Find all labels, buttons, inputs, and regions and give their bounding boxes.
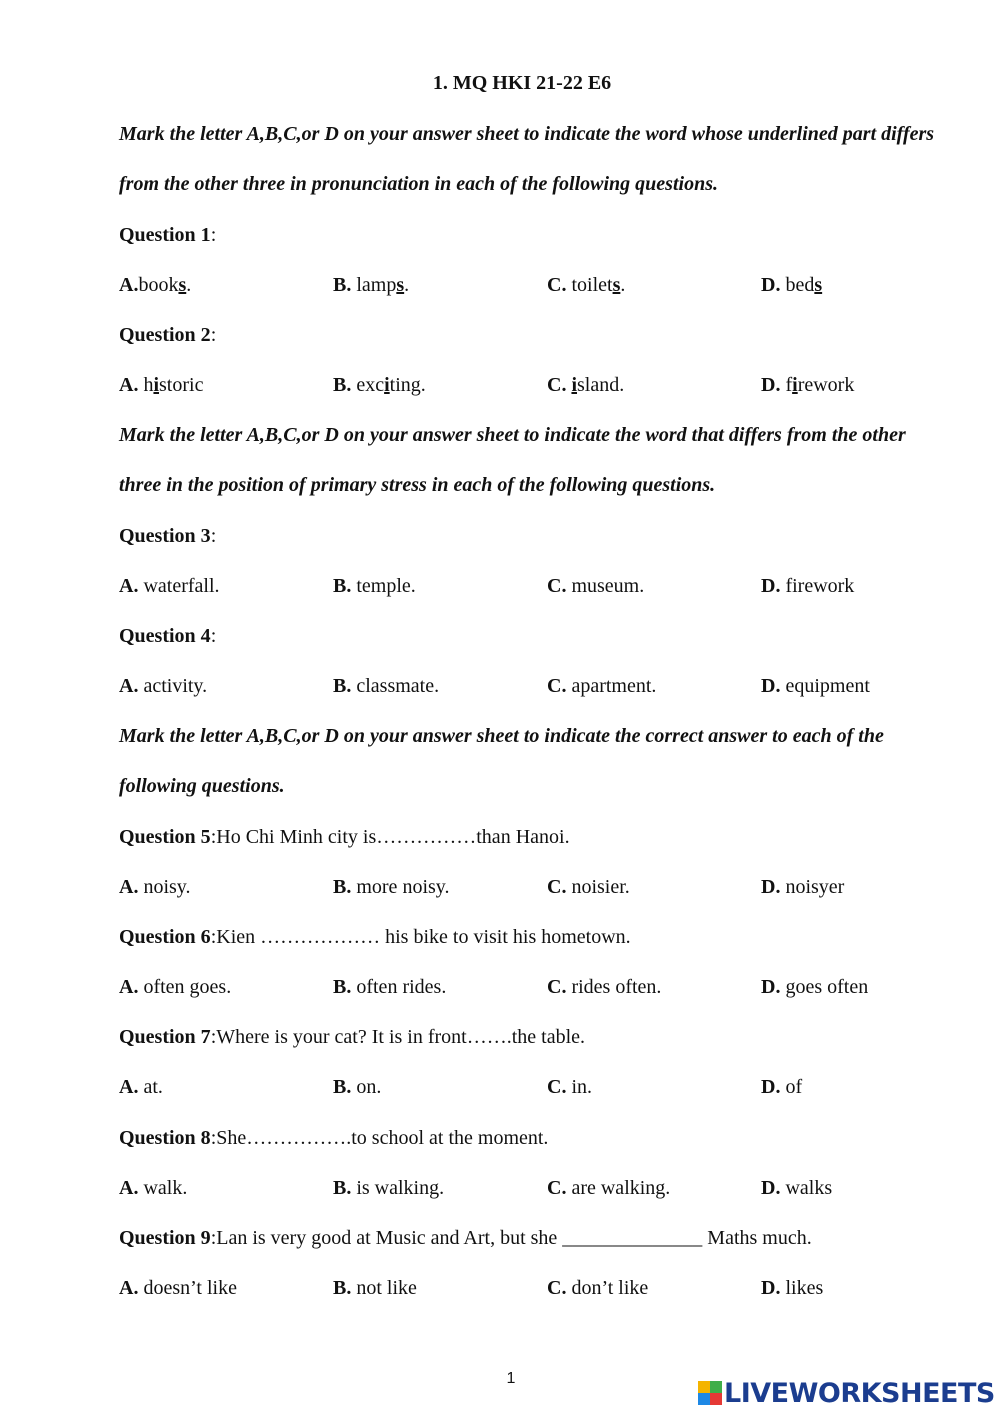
question-3 bbox=[119, 523, 959, 549]
option-b[interactable]: B. more noisy. bbox=[333, 876, 450, 898]
question-text: :She…………….to school at the moment. bbox=[210, 1127, 549, 1149]
option-d[interactable]: D. goes often bbox=[761, 976, 869, 998]
question-label: Question 1 bbox=[119, 224, 211, 246]
options-6 bbox=[119, 974, 979, 1000]
option-c[interactable]: C. museum. bbox=[547, 575, 645, 597]
option-b[interactable]: B. exciting. bbox=[333, 374, 426, 396]
option-b[interactable]: B. classmate. bbox=[333, 675, 440, 697]
option-a[interactable]: A. at. bbox=[119, 1076, 163, 1098]
option-a[interactable]: A. often goes. bbox=[119, 976, 232, 998]
instruction-stress: Mark the letter A,B,C,or D on your answer sheet to indicate the word that differs from the other three in the position of primary stress in each of the following questions. bbox=[119, 424, 906, 496]
liveworksheets-logo-icon bbox=[698, 1381, 722, 1405]
options-2 bbox=[119, 372, 979, 398]
question-9 bbox=[119, 1225, 959, 1251]
options-9 bbox=[119, 1275, 979, 1301]
question-label: Question 9 bbox=[119, 1227, 211, 1249]
option-d[interactable]: D. noisyer bbox=[761, 876, 845, 898]
option-a[interactable]: A.books. bbox=[119, 274, 192, 296]
question-6 bbox=[119, 924, 959, 950]
option-b[interactable]: B. lamps. bbox=[333, 274, 410, 296]
option-c[interactable]: C. rides often. bbox=[547, 976, 662, 998]
option-c[interactable]: C. are walking. bbox=[547, 1177, 671, 1199]
question-4 bbox=[119, 623, 959, 649]
question-8 bbox=[119, 1125, 959, 1151]
option-a[interactable]: A. walk. bbox=[119, 1177, 188, 1199]
question-5 bbox=[119, 824, 959, 850]
question-2 bbox=[119, 322, 959, 348]
question-text: : bbox=[210, 324, 217, 346]
liveworksheets-logo[interactable] bbox=[698, 1376, 994, 1410]
options-7 bbox=[119, 1074, 979, 1100]
page-title: 1. MQ HKI 21-22 E6 bbox=[432, 72, 612, 94]
option-c[interactable]: C. don’t like bbox=[547, 1277, 649, 1299]
question-label: Question 6 bbox=[119, 926, 211, 948]
question-text: :Where is your cat? It is in front…….the table. bbox=[210, 1026, 586, 1048]
option-d[interactable]: D. walks bbox=[761, 1177, 833, 1199]
option-d[interactable]: D. firework bbox=[761, 374, 855, 396]
option-a[interactable]: A. doesn’t like bbox=[119, 1277, 237, 1299]
option-b[interactable]: B. not like bbox=[333, 1277, 417, 1299]
question-text: :Lan is very good at Music and Art, but she ______________ Maths much. bbox=[210, 1227, 812, 1249]
instruction-pronunciation: Mark the letter A,B,C,or D on your answer sheet to indicate the word whose underlined part differs from the other three in pronunciation in each of the following questions. bbox=[119, 123, 935, 195]
option-b[interactable]: B. on. bbox=[333, 1076, 382, 1098]
option-a[interactable]: A. activity. bbox=[119, 675, 208, 697]
question-label: Question 2 bbox=[119, 324, 211, 346]
option-d[interactable]: D. of bbox=[761, 1076, 803, 1098]
question-label: Question 5 bbox=[119, 826, 211, 848]
options-3 bbox=[119, 573, 979, 599]
question-text: : bbox=[210, 224, 217, 246]
question-label: Question 4 bbox=[119, 625, 211, 647]
question-text: :Kien ……………… his bike to visit his hometown. bbox=[210, 926, 631, 948]
option-a[interactable]: A. waterfall. bbox=[119, 575, 220, 597]
option-a[interactable]: A. historic bbox=[119, 374, 204, 396]
option-c[interactable]: C. in. bbox=[547, 1076, 593, 1098]
question-label: Question 3 bbox=[119, 525, 211, 547]
question-label: Question 8 bbox=[119, 1127, 211, 1149]
option-a[interactable]: A. noisy. bbox=[119, 876, 191, 898]
option-c[interactable]: C. apartment. bbox=[547, 675, 657, 697]
options-1 bbox=[119, 272, 979, 298]
option-d[interactable]: D. firework bbox=[761, 575, 855, 597]
question-7 bbox=[119, 1024, 959, 1050]
question-text: :Ho Chi Minh city is……………than Hanoi. bbox=[210, 826, 570, 848]
question-label: Question 7 bbox=[119, 1026, 211, 1048]
option-d[interactable]: D. equipment bbox=[761, 675, 870, 697]
question-text: : bbox=[210, 525, 217, 547]
brand-text: LIVEWORKSHEETS bbox=[724, 1377, 995, 1409]
option-c[interactable]: C. noisier. bbox=[547, 876, 630, 898]
options-5 bbox=[119, 874, 979, 900]
instruction-correct: Mark the letter A,B,C,or D on your answer sheet to indicate the correct answer to each of the following questions. bbox=[119, 725, 884, 797]
option-b[interactable]: B. often rides. bbox=[333, 976, 447, 998]
option-c[interactable]: C. toilets. bbox=[547, 274, 626, 296]
options-4 bbox=[119, 673, 979, 699]
page-number: 1 bbox=[506, 1370, 516, 1387]
question-1 bbox=[119, 222, 959, 248]
option-d[interactable]: D. likes bbox=[761, 1277, 824, 1299]
option-b[interactable]: B. is walking. bbox=[333, 1177, 445, 1199]
option-d[interactable]: D. beds bbox=[761, 274, 823, 296]
option-b[interactable]: B. temple. bbox=[333, 575, 416, 597]
question-text: : bbox=[210, 625, 217, 647]
option-c[interactable]: C. island. bbox=[547, 374, 625, 396]
options-8 bbox=[119, 1175, 979, 1201]
